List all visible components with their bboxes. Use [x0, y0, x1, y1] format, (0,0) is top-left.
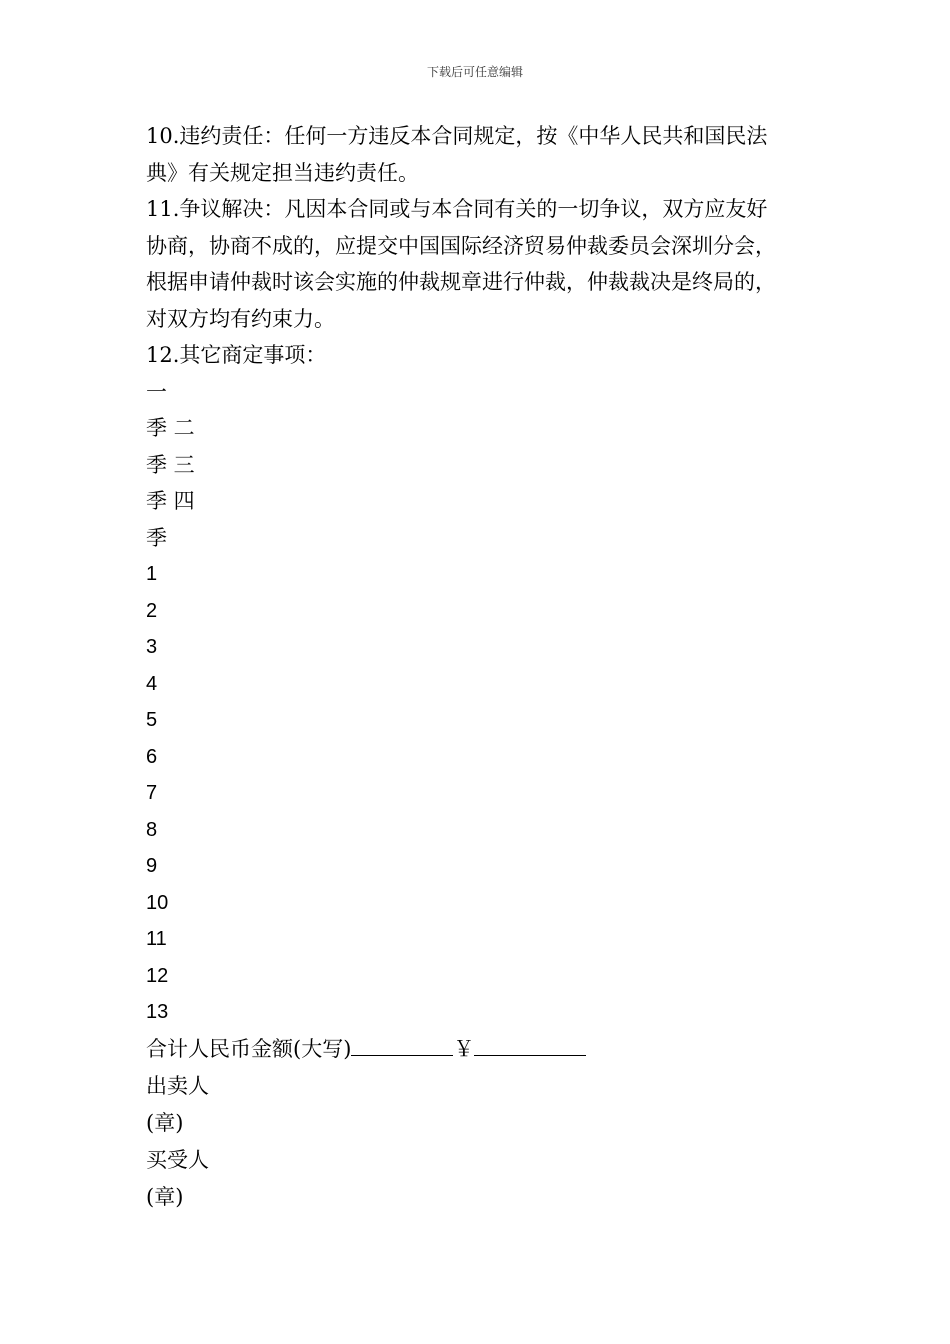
quarter-item: 季 二	[146, 416, 195, 440]
number-item: 1	[146, 563, 158, 585]
number-item: 8	[146, 818, 158, 841]
quarter-list	[146, 374, 836, 557]
buyer-label: 买受人	[146, 1147, 209, 1172]
number-item: 4	[146, 672, 158, 695]
amount-words-blank[interactable]	[351, 1033, 453, 1056]
number-item: 9	[146, 855, 158, 877]
page-header: 下载后可任意编辑	[426, 65, 523, 79]
number-list	[146, 556, 836, 1031]
number-item: 10	[146, 891, 169, 914]
quarter-item: 季 四	[146, 489, 195, 513]
number-item: 7	[146, 782, 158, 804]
total-amount-line	[146, 1031, 836, 1068]
quarter-item: 季	[146, 525, 167, 550]
currency-symbol: ￥	[453, 1036, 475, 1061]
number-item: 5	[146, 709, 158, 731]
seller-label: 出卖人	[146, 1073, 209, 1098]
clause-10-line-2: 典》有关规定担当违约责任。	[146, 160, 419, 185]
clause-10-line-1: 10.违约责任：任何一方违反本合同规定，按《中华人民共和国民法	[146, 124, 768, 148]
number-item: 11	[146, 928, 167, 950]
clause-11-line-1: 11.争议解决：凡因本合同或与本合同有关的一切争议，双方应友好	[146, 197, 768, 221]
number-item: 13	[146, 1001, 169, 1023]
amount-figures-blank[interactable]	[474, 1033, 586, 1056]
total-amount-label: 合计人民币金额(大写)	[146, 1036, 352, 1061]
document-body	[146, 118, 836, 1216]
number-item: 2	[146, 599, 158, 622]
number-item: 6	[146, 745, 158, 768]
clause-11-line-2: 协商，协商不成的，应提交中国国际经济贸易仲裁委员会深圳分会，	[146, 233, 776, 258]
clause-11-line-3: 根据申请仲裁时该会实施的仲裁规章进行仲裁，仲裁裁决是终局的，	[146, 270, 776, 294]
quarter-item: 季 三	[146, 452, 195, 477]
number-item: 3	[146, 636, 158, 658]
clause-11	[146, 191, 836, 337]
clause-11-line-4: 对双方均有约束力。	[146, 306, 335, 331]
quarter-item: 一	[146, 379, 167, 404]
clause-12: 12.其它商定事项：	[146, 343, 327, 367]
seller-seal: (章)	[146, 1110, 184, 1135]
clause-10	[146, 118, 836, 191]
buyer-seal: (章)	[146, 1184, 184, 1209]
number-item: 12	[146, 964, 169, 987]
